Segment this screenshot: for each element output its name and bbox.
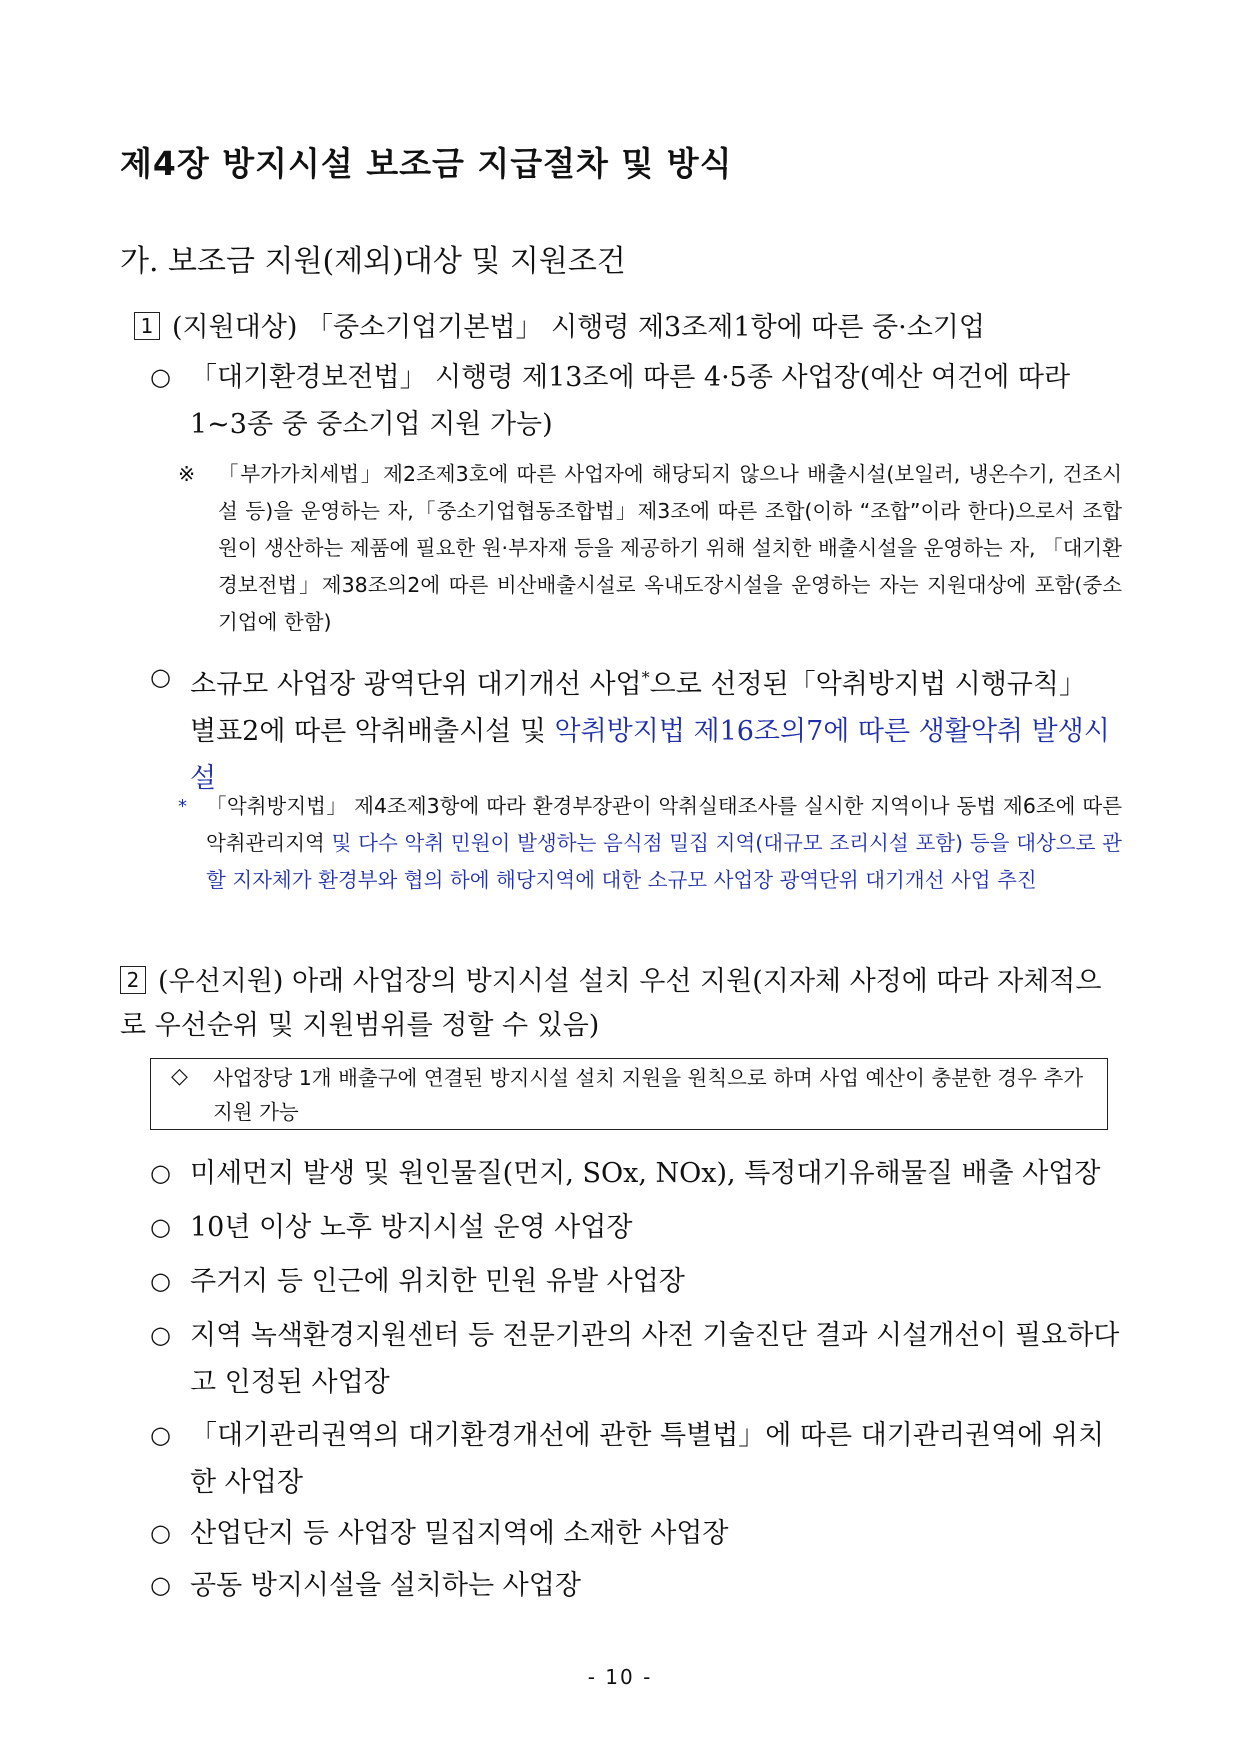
diamond-icon: ◇ bbox=[171, 1064, 188, 1089]
item-2-bullet-4-text: 지역 녹색환경지원센터 등 전문기관의 사전 기술진단 결과 시설개선이 필요하다고 인정된 사업장 bbox=[190, 1320, 1120, 1398]
support-principle-text: 사업장당 1개 배출구에 연결된 방지시설 설치 지원을 원칙으로 하며 사업 예산이 충분한 경우 추가 지원 가능 bbox=[213, 1066, 1084, 1124]
circle-bullet-icon: ○ bbox=[150, 363, 171, 391]
item-1-note-1-text: 「부가가치세법」제2조제3호에 따른 사업자에 해당되지 않으나 배출시설(보일러, 냉온수기, 건조시설 등)을 운영하는 자,「중소기업협동조합법」제3조에 따른 조합(이하 “조합”이라 한다)으로서 조합원이 생산하는 제품에 필요한 원·부자재 등을 제공하기 위해 설치한 배출시설을 운영하는 자, 「대기환경보전법」제38조의2에 따른 비산배출시설로 옥내도장시설을 운영하는 자는 지원대상에 포함(중소기업에 한함) bbox=[218, 462, 1122, 634]
bullet-2-text-part1: 소규모 사업장 광역단위 대기개선 사업 bbox=[190, 669, 642, 700]
item-2-bullet-4 bbox=[150, 1312, 1120, 1406]
item-2-bullet-7-text: 공동 방지시설을 설치하는 사업장 bbox=[190, 1570, 581, 1601]
item-2-bullet-7 bbox=[150, 1562, 1120, 1609]
circle-bullet-icon: ○ bbox=[150, 1213, 171, 1241]
item-1-bullet-2 bbox=[150, 654, 1120, 802]
asterisk-icon: * bbox=[178, 796, 187, 817]
item-2-bullet-5 bbox=[150, 1412, 1120, 1506]
section-title: 가. 보조금 지원(제외)대상 및 지원조건 bbox=[120, 244, 626, 279]
bullet-2-text-part2: 으로 선정된「악취방지법 시행규칙」 별표2에 따른 악취배출시설 및 bbox=[190, 669, 1086, 747]
circle-bullet-icon: ○ bbox=[150, 1159, 171, 1187]
item-1-heading bbox=[134, 306, 1120, 350]
note-2-text-part1: 「악취방지법」 제4조제3항에 따라 환경부장관이 악취실태조사를 실시한 지역이나 동법 제6조에 따른 악취관리지역 bbox=[206, 794, 1122, 855]
chapter-title: 제4장 방지시설 보조금 지급절차 및 방식 bbox=[120, 144, 733, 183]
circle-bullet-icon: ○ bbox=[150, 1321, 171, 1349]
reference-mark-icon: ※ bbox=[178, 462, 196, 486]
item-1-note-1 bbox=[178, 456, 1122, 641]
item-2-text: (우선지원) 아래 사업장의 방지시설 설치 우선 지원(지자체 사정에 따라 자체적으로 우선순위 및 지원범위를 정할 수 있음) bbox=[120, 966, 1102, 1041]
item-2-bullet-6-text: 산업단지 등 사업장 밀집지역에 소재한 사업장 bbox=[190, 1518, 729, 1549]
support-principle-box bbox=[150, 1058, 1108, 1130]
item-2-bullet-2 bbox=[150, 1204, 1120, 1251]
note-2-text-highlight: 및 다수 악취 민원이 발생하는 음식점 밀집 지역(대규모 조리시설 포함) 등을 대상으로 관할 지자체가 환경부와 협의 하에 해당지역에 대한 소규모 사업장 광역단위 대기개선 사업 추진 bbox=[206, 831, 1122, 892]
item-1-bullet-1-text: 「대기환경보전법」 시행령 제13조에 따른 4·5종 사업장(예산 여건에 따라 1~3종 중 중소기업 지원 가능) bbox=[190, 362, 1071, 440]
circle-bullet-icon: ○ bbox=[150, 1519, 171, 1547]
circle-bullet-icon: ○ bbox=[150, 663, 171, 691]
item-1-number: 1 bbox=[134, 312, 160, 340]
bullet-2-text-highlight: 악취방지법 제16조의7에 따른 생활악취 발생시설 bbox=[190, 716, 1110, 794]
item-1-note-2 bbox=[178, 788, 1122, 899]
item-1-bullet-1 bbox=[150, 354, 1120, 448]
circle-bullet-icon: ○ bbox=[150, 1267, 171, 1295]
item-2-bullet-6 bbox=[150, 1510, 1120, 1557]
page-number: - 10 - bbox=[587, 1665, 653, 1689]
item-2-bullet-1-text: 미세먼지 발생 및 원인물질(먼지, SOx, NOx), 특정대기유해물질 배출 사업장 bbox=[190, 1158, 1101, 1189]
item-1-text: (지원대상) 「중소기업기본법」 시행령 제3조제1항에 따른 중·소기업 bbox=[172, 312, 985, 343]
circle-bullet-icon: ○ bbox=[150, 1421, 171, 1449]
item-2-bullet-5-text: 「대기관리권역의 대기환경개선에 관한 특별법」에 따른 대기관리권역에 위치한 사업장 bbox=[190, 1420, 1105, 1498]
item-1-bullet-2-text bbox=[150, 654, 1120, 802]
item-2-bullet-2-text: 10년 이상 노후 방지시설 운영 사업장 bbox=[190, 1212, 633, 1243]
asterisk-footnote-mark: * bbox=[641, 668, 650, 687]
item-2-bullet-3 bbox=[150, 1258, 1120, 1305]
item-2-number: 2 bbox=[120, 966, 146, 994]
item-1-note-2-text bbox=[178, 788, 1122, 899]
item-2-bullet-3-text: 주거지 등 인근에 위치한 민원 유발 사업장 bbox=[190, 1266, 685, 1297]
item-2-bullet-1 bbox=[150, 1150, 1120, 1197]
item-2-heading bbox=[120, 960, 1120, 1048]
circle-bullet-icon: ○ bbox=[150, 1571, 171, 1599]
